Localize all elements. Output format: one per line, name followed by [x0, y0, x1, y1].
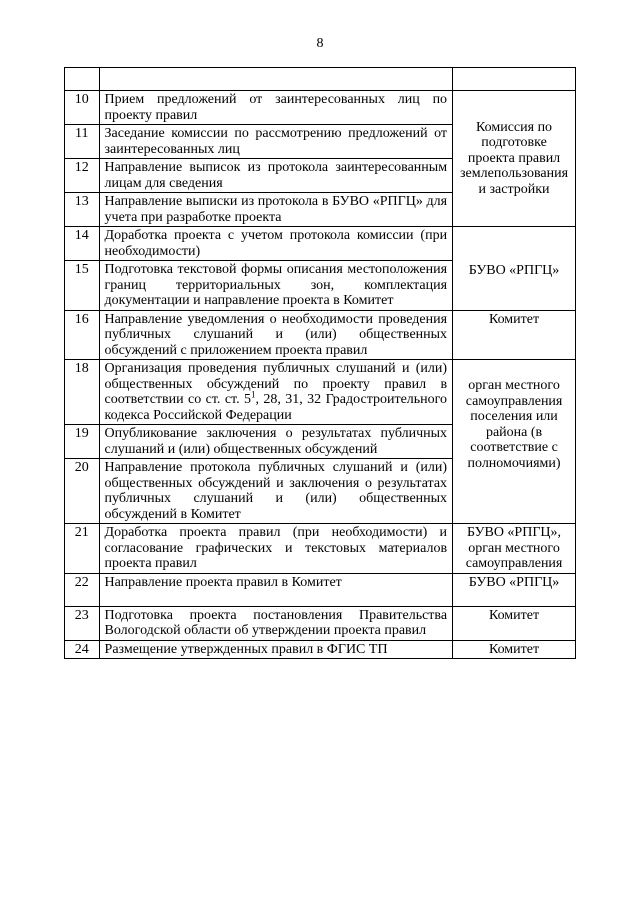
cell-action: Направление уведомления о необходимости проведения публичных слушаний и (или) общественных обсуждений с приложением проекта правил [99, 310, 453, 360]
cell-action: Опубликование заключения о результатах публичных слушаний и (или) общественных обсуждений [99, 425, 453, 459]
cell-number: 19 [65, 425, 100, 459]
cell-responsible: БУВО «РПГЦ», орган местного самоуправления [453, 524, 576, 574]
cell-action [99, 68, 453, 91]
cell-number: 15 [65, 261, 100, 311]
cell-number: 16 [65, 310, 100, 360]
table-row [65, 360, 576, 425]
cell-action: Направление протокола публичных слушаний и (или) общественных обсуждений и заключения о результатах публичных слушаний и (или) общественных обсуждений в Комитет [99, 459, 453, 524]
table-row [65, 573, 576, 606]
cell-number: 18 [65, 360, 100, 425]
cell-responsible: орган местного самоуправления поселения или района (в соответствие с полномочиями) [453, 360, 576, 524]
cell-action [99, 360, 453, 425]
cell-number: 12 [65, 159, 100, 193]
cell-action: Направление проекта правил в Комитет [99, 573, 453, 606]
table-row-blank [65, 68, 576, 91]
superscript: 1 [251, 389, 256, 400]
page-number: 8 [316, 36, 324, 51]
cell-action: Подготовка текстовой формы описания местоположения границ территориальных зон, комплектация документации и направление проекта в Комитет [99, 261, 453, 311]
action-text: , 28, 31, 32 Градостроительного кодекса Российской Федерации [104, 392, 448, 423]
cell-responsible: Комитет [453, 606, 576, 640]
cell-action: Направление выписки из протокола в БУВО «РПГЦ» для учета при разработке проекта [99, 193, 453, 227]
cell-number: 24 [65, 640, 100, 659]
cell-number: 21 [65, 524, 100, 574]
cell-number: 10 [65, 91, 100, 125]
cell-responsible: БУВО «РПГЦ» [453, 573, 576, 606]
action-text: Организация проведения публичных слушаний и (или) общественных обсуждений по проекту правил в соответствии со ст. ст. 5 [104, 361, 448, 407]
cell-responsible: БУВО «РПГЦ» [453, 227, 576, 311]
cell-action: Направление выписок из протокола заинтересованным лицам для сведения [99, 159, 453, 193]
cell-responsible: Комитет [453, 640, 576, 659]
cell-responsible [453, 68, 576, 91]
cell-action: Подготовка проекта постановления Правительства Вологодской области об утверждении проекта правил [99, 606, 453, 640]
cell-action: Доработка проекта правил (при необходимости) и согласование графических и текстовых материалов проекта правил [99, 524, 453, 574]
cell-number: 11 [65, 125, 100, 159]
cell-responsible: Комиссия по подготовке проекта правил землепользования и застройки [453, 91, 576, 227]
cell-number [65, 68, 100, 91]
cell-number: 13 [65, 193, 100, 227]
cell-number: 14 [65, 227, 100, 261]
cell-action: Размещение утвержденных правил в ФГИС ТП [99, 640, 453, 659]
cell-number: 23 [65, 606, 100, 640]
table-row [65, 227, 576, 261]
cell-action: Прием предложений от заинтересованных лиц по проекту правил [99, 91, 453, 125]
table-row [65, 310, 576, 360]
cell-number: 22 [65, 573, 100, 606]
cell-responsible: Комитет [453, 310, 576, 360]
cell-action: Заседание комиссии по рассмотрению предложений от заинтересованных лиц [99, 125, 453, 159]
procedure-table [64, 67, 576, 659]
table-row [65, 524, 576, 574]
table-row [65, 606, 576, 640]
table-row [65, 640, 576, 659]
table-row [65, 91, 576, 125]
cell-action: Доработка проекта с учетом протокола комиссии (при необходимости) [99, 227, 453, 261]
cell-number: 20 [65, 459, 100, 524]
